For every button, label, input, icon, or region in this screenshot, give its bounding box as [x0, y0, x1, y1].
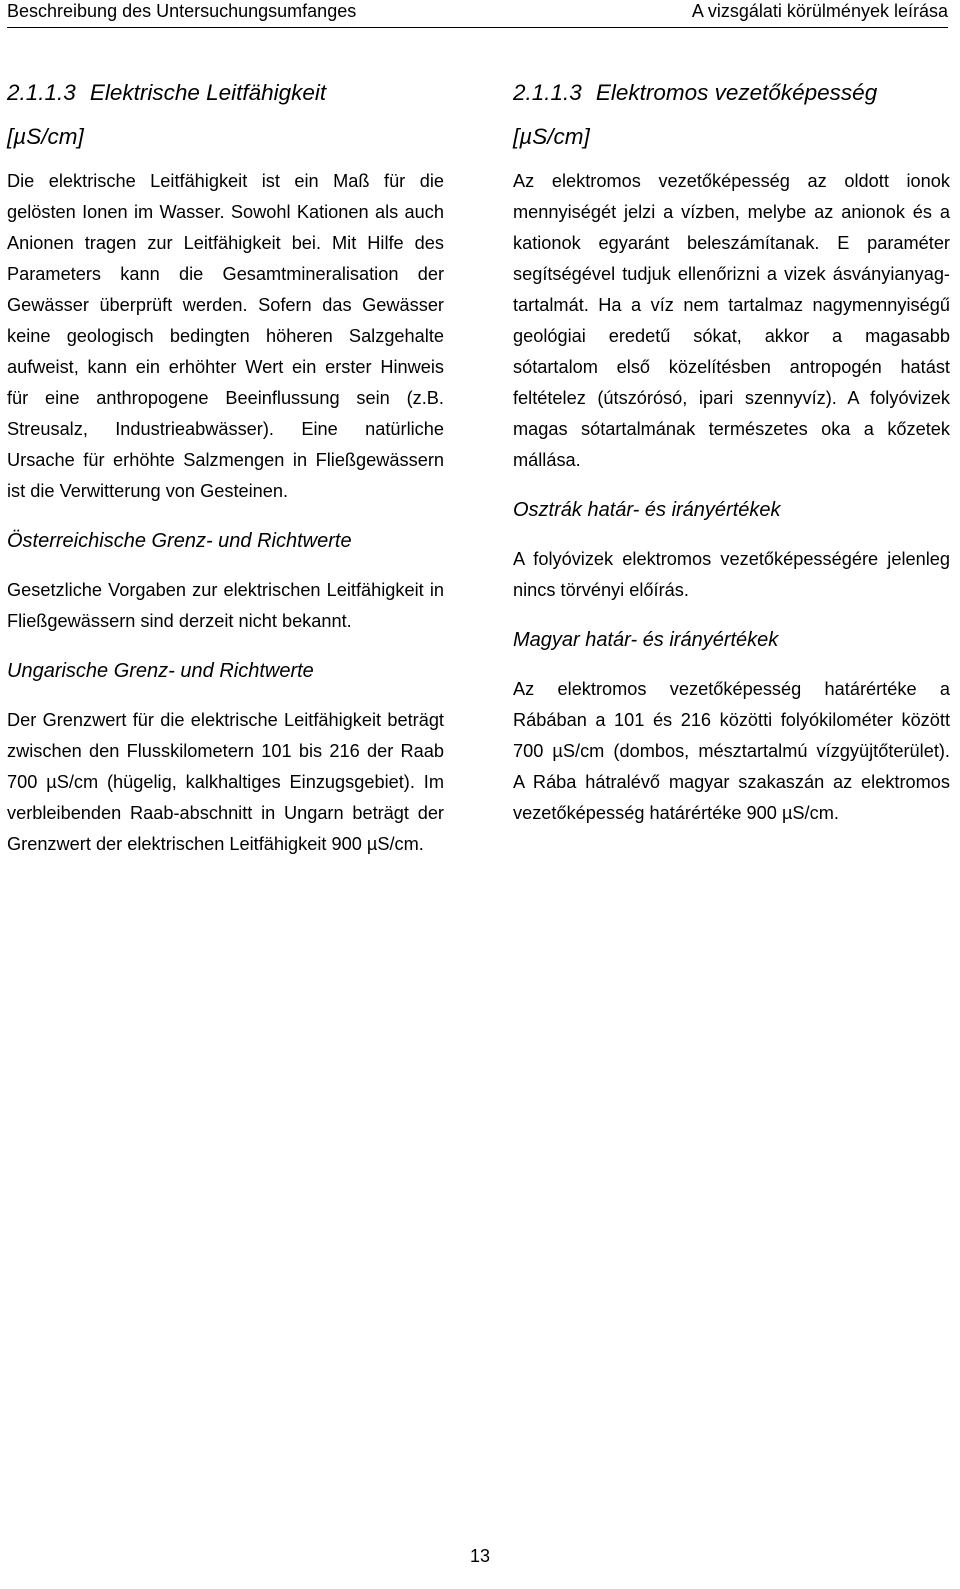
german-hungarian-paragraph: Der Grenzwert für die elektrische Leitfähigkeit beträgt zwischen den Flusskilometern 101 bis 216 der Raab 700 µS/cm (hügelig, kalkhaltiges Einzugsgebiet). Im verbleibenden Raab-abschnitt in Ungarn beträgt der Grenzwert der elektrischen Leitfähigkeit 900 µS/cm. [7, 710, 444, 854]
german-austrian-paragraph: Gesetzliche Vorgaben zur elektrischen Leitfähigkeit in Fließgewässern sind derzeit nicht bekannt. [7, 580, 444, 631]
hungarian-hungarian-heading: Magyar határ- és irányértékek [513, 629, 779, 651]
header-left-title: Beschreibung des Untersuchungsumfanges [7, 1, 357, 21]
header-right-title: A vizsgálati körülmények leírása [691, 1, 948, 21]
hungarian-section-number: 2.1.1.3 [513, 80, 582, 105]
hungarian-austrian-heading: Osztrák határ- és irányértékek [513, 499, 781, 521]
hungarian-unit: [µS/cm] [513, 124, 590, 149]
german-column [7, 78, 444, 860]
german-section-number: 2.1.1.3 [7, 80, 76, 105]
german-unit: [µS/cm] [7, 124, 84, 149]
german-section-heading [7, 78, 444, 108]
german-hungarian-heading: Ungarische Grenz- und Richtwerte [7, 660, 314, 682]
running-header [7, 0, 948, 24]
hungarian-column [513, 78, 950, 829]
hungarian-austrian-paragraph: A folyóvizek elektromos vezetőképességére jelenleg nincs törvényi előírás. [513, 549, 950, 600]
hungarian-section-heading [513, 78, 950, 108]
german-intro-paragraph: Die elektrische Leitfähigkeit ist ein Maß für die gelösten Ionen im Wasser. Sowohl Kationen als auch Anionen tragen zur Leitfähigkeit bei. Mit Hilfe des Parameters kann die Gesamtmineralisation der Gewässer überprüft werden. Sofern das Gewässer keine geologisch bedingten höheren Salzgehalte aufweist, kann ein erhöhter Wert ein erster Hinweis für eine anthropogene Beeinflussung sein (z.B. Streusalz, Industrieabwässer). Eine natürliche Ursache für erhöhte Salzmengen in Fließgewässern ist die Verwitterung von Gesteinen. [7, 171, 444, 501]
german-austrian-heading: Österreichische Grenz- und Richtwerte [7, 530, 352, 552]
german-section-title: Elektrische Leitfähigkeit [89, 80, 327, 105]
hungarian-section-title: Elektromos vezetőképesség [595, 80, 878, 105]
header-divider [7, 27, 948, 28]
hungarian-hungarian-paragraph: Az elektromos vezetőképesség határértéke a Rábában a 101 és 216 közötti folyókilométer között 700 µS/cm (dombos, mésztartalmú vízgyüjtőterület). A Rába hátralévő magyar szakaszán az elektromos vezetőképesség határértéke 900 µS/cm. [513, 679, 950, 823]
page-number: 13 [469, 1546, 491, 1566]
hungarian-intro-paragraph: Az elektromos vezetőképesség az oldott ionok mennyiségét jelzi a vízben, melybe az anionok és a kationok egyaránt beleszámítanak. E paraméter segítségével tudjuk ellenőrizni a vizek ásványianyag-tartalmát. Ha a víz nem tartalmaz nagymennyiségű geológiai eredetű sókat, akkor a magasabb sótartalom első közelítésben antropogén hatást feltételez (útszórósó, ipari szennyvíz). A folyóvizek magas sótartalmának természetes oka a kőzetek mállása. [513, 171, 950, 470]
